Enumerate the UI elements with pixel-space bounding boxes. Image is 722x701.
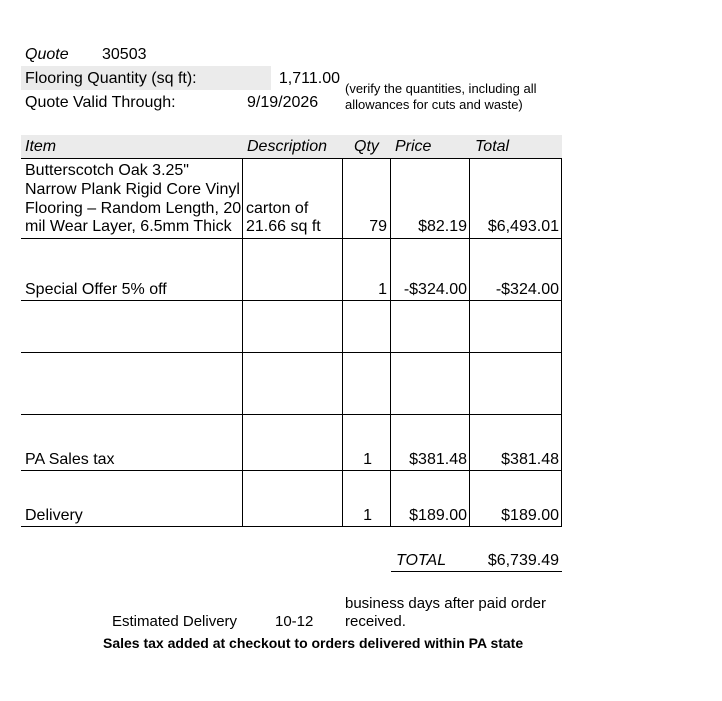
delivery-note-line1: business days after paid order xyxy=(345,595,546,612)
row-2-qty: 1 xyxy=(378,281,387,298)
header-price: Price xyxy=(395,138,432,155)
delivery-note-line2: received. xyxy=(345,613,406,630)
row-1-item-line-3: Flooring – Random Length, 20 xyxy=(25,200,242,217)
grid-line xyxy=(561,158,562,527)
row-1-item-line-4: mil Wear Layer, 6.5mm Thick xyxy=(25,218,232,235)
grid-line xyxy=(21,526,562,527)
verify-note-line2: allowances for cuts and waste) xyxy=(345,97,523,112)
sales-tax-note: Sales tax added at checkout to orders delivered within PA state xyxy=(103,635,524,651)
row-1-price: $82.19 xyxy=(418,218,467,235)
estimated-delivery-days: 10-12 xyxy=(275,613,314,630)
flooring-quantity-label: Flooring Quantity (sq ft): xyxy=(25,70,197,87)
grid-line xyxy=(21,414,562,415)
grid-line xyxy=(21,238,562,239)
row-2-item: Special Offer 5% off xyxy=(25,281,167,298)
row-6-qty: 1 xyxy=(363,507,372,524)
total-value: $6,739.49 xyxy=(487,552,559,569)
row-6-price: $189.00 xyxy=(409,507,467,524)
valid-through-value: 9/19/2026 xyxy=(247,94,319,111)
row-5-total: $381.48 xyxy=(501,451,559,468)
header-total: Total xyxy=(475,138,510,155)
header-description: Description xyxy=(247,138,328,155)
quote-label: Quote xyxy=(25,46,69,63)
grid-line xyxy=(469,158,470,527)
row-1-item-line-2: Narrow Plank Rigid Core Vinyl xyxy=(25,181,240,198)
total-label: TOTAL xyxy=(396,552,447,569)
quote-number: 30503 xyxy=(102,46,147,63)
grid-line xyxy=(242,158,243,527)
grid-line xyxy=(21,352,562,353)
row-1-total: $6,493.01 xyxy=(487,218,559,235)
grid-line xyxy=(21,158,562,159)
grid-line xyxy=(21,470,562,471)
header-qty: Qty xyxy=(354,138,379,155)
row-5-price: $381.48 xyxy=(409,451,467,468)
row-1-description-line-2: 21.66 sq ft xyxy=(246,218,321,235)
grid-line xyxy=(21,300,562,301)
row-2-total: -$324.00 xyxy=(495,281,559,298)
valid-through-label: Quote Valid Through: xyxy=(25,94,176,111)
row-5-qty: 1 xyxy=(363,451,372,468)
verify-note-line1: (verify the quantities, including all xyxy=(345,81,537,96)
row-2-price: -$324.00 xyxy=(403,281,467,298)
estimated-delivery-label: Estimated Delivery xyxy=(112,613,238,630)
grid-line xyxy=(390,158,391,527)
row-1-item-line-1: Butterscotch Oak 3.25" xyxy=(25,162,189,179)
flooring-quantity-value: 1,711.00 xyxy=(278,70,340,87)
row-6-item: Delivery xyxy=(25,507,83,524)
total-underline xyxy=(391,571,562,572)
header-item: Item xyxy=(25,138,57,155)
row-1-description-line-1: carton of xyxy=(246,200,309,217)
grid-line xyxy=(342,158,343,527)
row-6-total: $189.00 xyxy=(501,507,559,524)
row-5-item: PA Sales tax xyxy=(25,451,115,468)
row-1-qty: 79 xyxy=(369,218,387,235)
